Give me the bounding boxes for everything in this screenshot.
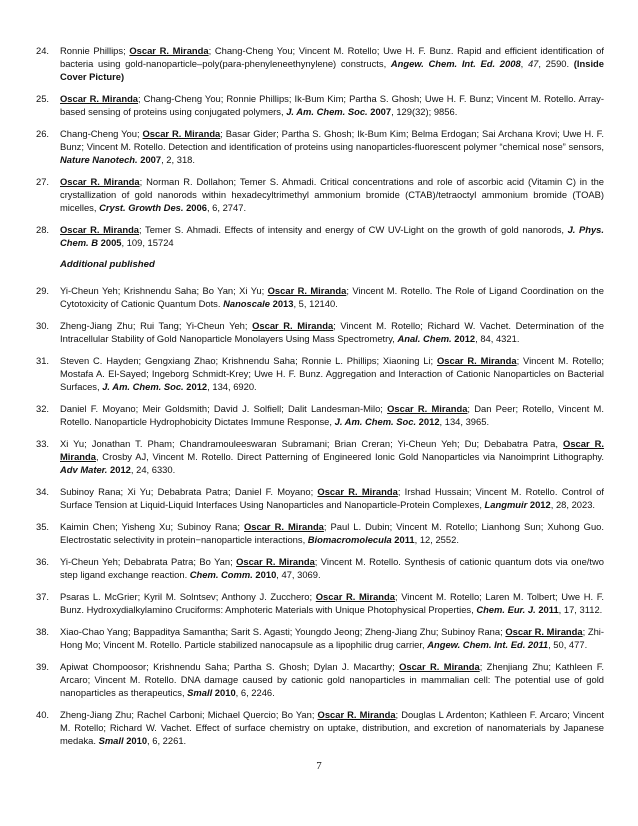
reference-item xyxy=(36,520,604,546)
reference-text: Kaimin Chen; Yisheng Xu; Subinoy Rana; xyxy=(60,521,244,532)
reference-text: ; Zhi-Hong Mo; Vincent M. Rotello. Particle stabilized nanocapsule as a lipophilic drug carrier, xyxy=(60,626,604,650)
reference-text: ; Chang-Cheng You; Ronnie Phillips; Ik-Bum Kim; Partha S. Ghosh; Uwe H. F. Bunz; Vincent M. Rotello. Array-based sensing of proteins using conjugated polymers, xyxy=(60,93,604,117)
reference-text: Chang-Cheng You; xyxy=(60,128,143,139)
reference-item xyxy=(36,660,604,699)
reference-text: , 50, 477. xyxy=(548,639,588,650)
reference-number: 31. xyxy=(36,355,50,366)
reference-number: 38. xyxy=(36,626,50,637)
author-highlight: Oscar R. Miranda xyxy=(315,591,395,602)
reference-item xyxy=(36,402,604,428)
reference-item xyxy=(36,175,604,214)
reference-text: ; Vincent M. Rotello; Laren M. Tolbert; Uwe H. F. Bunz. Hydroxydialkylamino Cruciforms: Amphoteric Materials with Unique Photophysical Properties, xyxy=(60,591,605,615)
author-highlight: Oscar R. Miranda xyxy=(60,176,140,187)
reference-text: Xiao-Chao Yang; Bappaditya Samantha; Sarit S. Agasti; Youngdo Jeong; Zheng-Jiang Zhu; Subinoy Rana; xyxy=(60,626,506,637)
bold-text: 2012 xyxy=(110,464,131,475)
subheading-additional-published: Additional published xyxy=(60,259,155,270)
reference-number: 39. xyxy=(36,661,50,672)
reference-text: ; Dan Peer; Rotello, Vincent M. Rotello. Nanoparticle Hydrophobicity Dictates Immune Response, xyxy=(60,403,604,427)
reference-text: ; Vincent M. Rotello; Mostafa A. El-Sayed; Ingeborg Schmidt-Krey; Uwe H. F. Bunz. Aggregation and Interaction of Cationic Nanoparticles on Bacterial Surfaces, xyxy=(60,355,604,392)
author-highlight: Oscar R. Miranda xyxy=(317,486,398,497)
reference-text: ; Norman R. Dollahon; Temer S. Ahmadi. Critical concentrations and role of ascorbic acid (Vitamin C) in the crystallization of gold nanorods within hexadecyltrimethyl ammonium bromide (CTAB)/tetraoctyl ammonium bromide (TOAB) micelles, xyxy=(60,176,604,213)
reference-text: , 6, 2246. xyxy=(235,687,275,698)
publications-group-main xyxy=(36,44,604,249)
author-highlight: Oscar R. Miranda xyxy=(267,285,347,296)
author-highlight: Oscar R. Miranda xyxy=(387,403,468,414)
journal-name: J. Phys. Chem. B xyxy=(60,224,604,248)
bold-text: 2011 xyxy=(394,534,415,545)
author-highlight: Oscar R. Miranda xyxy=(60,438,605,462)
journal-name: Anal. Chem. xyxy=(397,333,452,344)
reference-text: ; Chang-Cheng You; Vincent M. Rotello; Uwe H. F. Bunz. Rapid and efficient identification of bacteria using gold-nanoparticle–poly(para-phenyleneethynylene) constructs, xyxy=(60,45,604,69)
bold-text: 2012 xyxy=(529,499,551,510)
reference-text: ; Vincent M. Rotello; Richard W. Vachet. Determination of the Intracellular Stability of Gold Nanoparticle Monolayers Using Mass Spectrometry, xyxy=(60,320,604,344)
reference-number: 32. xyxy=(36,403,50,414)
reference-text: , Crosby AJ, Vincent M. Rotello. Direct Patterning of Engineered Ionic Gold Nanoparticles via Nanoimprint Lithography. xyxy=(95,451,604,462)
reference-item xyxy=(36,284,604,310)
reference-number: 30. xyxy=(36,320,50,331)
reference-text: , 134, 3965. xyxy=(439,416,490,427)
author-highlight: Oscar R. Miranda xyxy=(317,709,396,720)
reference-text: Subinoy Rana; Xi Yu; Debabrata Patra; Daniel F. Moyano; xyxy=(60,486,318,497)
journal-name: Langmuir xyxy=(484,499,528,510)
page-number: 7 xyxy=(316,760,322,772)
reference-text: Zheng-Jiang Zhu; Rachel Carboni; Michael Quercio; Bo Yan; xyxy=(60,709,318,720)
reference-text: , 47, 3069. xyxy=(276,569,321,580)
bold-text: 2007 xyxy=(140,154,162,165)
reference-text: Zheng-Jiang Zhu; Rui Tang; Yi-Cheun Yeh; xyxy=(60,320,253,331)
reference-text: , 2590. xyxy=(538,58,574,69)
journal-name: Small xyxy=(98,735,124,746)
bold-text: 2012 xyxy=(418,416,440,427)
journal-name: Biomacromolecula xyxy=(307,534,392,545)
bold-text: 2013 xyxy=(272,298,294,309)
reference-text: , xyxy=(520,58,528,69)
reference-text: Psaras L. McGrier; Kyril M. Solntsev; Anthony J. Zucchero; xyxy=(60,591,316,602)
reference-item xyxy=(36,555,604,581)
journal-name: Chem. Comm. xyxy=(189,569,253,580)
bold-text: 2010 xyxy=(214,687,236,698)
publications-group-additional xyxy=(36,284,604,747)
reference-text: ; Irshad Hussain; Vincent M. Rotello. Control of Surface Tension at Liquid-Liquid Interfaces Using Nanoparticles and Nanoparticle-Protein Complexes, xyxy=(60,486,604,510)
reference-number: 34. xyxy=(36,486,50,497)
bold-text: 2011 xyxy=(538,604,559,615)
journal-name: 2008 xyxy=(499,58,521,69)
bold-text: 2006 xyxy=(186,202,207,213)
reference-list xyxy=(36,44,604,756)
reference-number: 33. xyxy=(36,438,50,449)
author-highlight: Oscar R. Miranda xyxy=(244,521,324,532)
reference-text: , 28, 2023. xyxy=(550,499,596,510)
journal-name: Nanoscale xyxy=(223,298,270,309)
reference-item xyxy=(36,485,604,511)
reference-number: 35. xyxy=(36,521,50,532)
reference-text: , 134, 6920. xyxy=(207,381,257,392)
reference-number: 36. xyxy=(36,556,50,567)
reference-text: , 24, 6330. xyxy=(130,464,176,475)
reference-text: Daniel F. Moyano; Meir Goldsmith; David J. Solfiell; Dalit Landesman-Milo; xyxy=(60,403,388,414)
reference-item xyxy=(36,127,604,166)
reference-text: , 129(32); 9856. xyxy=(391,106,458,117)
reference-number: 24. xyxy=(36,45,50,56)
reference-item xyxy=(36,354,604,393)
reference-text: Yi-Cheun Yeh; Krishnendu Saha; Bo Yan; Xi Yu; xyxy=(60,285,268,296)
reference-item xyxy=(36,319,604,345)
reference-text: , 5, 12140. xyxy=(293,298,338,309)
reference-text: Steven C. Hayden; Gengxiang Zhao; Krishnendu Saha; Ronnie L. Phillips; Xiaoning Li; xyxy=(60,355,437,366)
reference-text: , 6, 2261. xyxy=(147,735,187,746)
bold-text: 2010 xyxy=(255,569,277,580)
reference-item xyxy=(36,223,604,249)
reference-number: 28. xyxy=(36,224,50,235)
reference-item xyxy=(36,92,604,118)
reference-text: Apiwat Chompoosor; Krishnendu Saha; Partha S. Ghosh; Dylan J. Macarthy; xyxy=(60,661,400,672)
bold-text: 2010 xyxy=(126,735,148,746)
author-highlight: Oscar R. Miranda xyxy=(60,93,139,104)
journal-name: Nature Nanotech. xyxy=(60,154,138,165)
reference-item xyxy=(36,708,604,747)
reference-text: , 2, 318. xyxy=(161,154,195,165)
reference-item xyxy=(36,437,604,476)
reference-text: , 6, 2747. xyxy=(206,202,247,213)
journal-name: Adv Mater. xyxy=(60,464,108,475)
author-highlight: Oscar R. Miranda xyxy=(505,626,583,637)
author-highlight: Oscar R. Miranda xyxy=(436,355,517,366)
author-highlight: Oscar R. Miranda xyxy=(236,556,315,567)
bold-text: 2012 xyxy=(186,381,208,392)
author-highlight: Oscar R. Miranda xyxy=(60,224,140,235)
bold-text: 2005 xyxy=(100,237,122,248)
volume-text: 47 xyxy=(527,58,539,69)
reference-text: ; Douglas L Ardenton; Kathleen F. Arcaro; Vincent M. Rotello; Richard W. Vachet. Effect of surface chemistry on uptake, distribution, and excretion of nanomaterials by Japanese medaka. xyxy=(60,709,605,746)
bold-text: 2012 xyxy=(454,333,476,344)
reference-number: 37. xyxy=(36,591,50,602)
reference-text: ; Zhenjiang Zhu; Kathleen F. Arcaro; Vincent M. Rotello. DNA damage caused by cationic gold nanoparticles in mammalian cell: The potential use of gold nanoparticles as therapeutics, xyxy=(60,661,604,698)
reference-text: Ronnie Phillips; xyxy=(60,45,130,56)
reference-text: ; Vincent M. Rotello. The Role of Ligand Coordination on the Cytotoxicity of Cationic Quantum Dots. xyxy=(60,285,604,309)
journal-name: Angew. Chem. Int. Ed. 2011 xyxy=(427,639,549,650)
reference-text: ; Basar Gider; Partha S. Ghosh; Ik-Bum Kim; Belma Erdogan; Sai Archana Krovi; Uwe H. F. Bunz; Vincent M. Rotello. Detection and identification of proteins using nanoparticles-fluorescent polymer “chemical nose” sensors, xyxy=(60,128,604,152)
reference-number: 25. xyxy=(36,93,50,104)
author-highlight: Oscar R. Miranda xyxy=(142,128,221,139)
author-highlight: Oscar R. Miranda xyxy=(252,320,334,331)
journal-name: Chem. Eur. J. xyxy=(476,604,536,615)
reference-number: 26. xyxy=(36,128,50,139)
author-highlight: Oscar R. Miranda xyxy=(129,45,209,56)
bold-text: 2007 xyxy=(370,106,392,117)
reference-text: ; Paul L. Dubin; Vincent M. Rotello; Lianhong Sun; Xuhong Guo. Electrostatic selectivity in protein−nanoparticle interactions, xyxy=(60,521,604,545)
reference-item xyxy=(36,44,604,83)
reference-item xyxy=(36,590,604,616)
bold-text: (Inside Cover Picture) xyxy=(60,58,604,82)
reference-text: , 17, 3112. xyxy=(558,604,603,615)
reference-text: Xi Yu; Jonathan T. Pham; Chandramouleeswaran Subramani; Brian Creran; Yi-Cheun Yeh; Du; Debabatra Patra, xyxy=(60,438,564,449)
reference-item xyxy=(36,625,604,651)
reference-number: 27. xyxy=(36,176,50,187)
reference-text: , 12, 2552. xyxy=(414,534,459,545)
reference-number: 40. xyxy=(36,709,50,720)
author-highlight: Oscar R. Miranda xyxy=(399,661,480,672)
reference-text: Yi-Cheun Yeh; Debabrata Patra; Bo Yan; xyxy=(60,556,237,567)
journal-name: J. Am. Chem. Soc. xyxy=(102,381,184,392)
journal-name: J. Am. Chem. Soc. xyxy=(286,106,368,117)
reference-text: , 109, 15724 xyxy=(121,237,174,248)
journal-name: Cryst. Growth Des. xyxy=(99,202,184,213)
reference-text: ; Temer S. Ahmadi. Effects of intensity and energy of CW UV-Light on the growth of gold nanorods, xyxy=(139,224,568,235)
reference-text: , 84, 4321. xyxy=(475,333,520,344)
reference-text: ; Vincent M. Rotello. Synthesis of cationic quantum dots via one/two step ligand exchange reaction. xyxy=(60,556,604,580)
journal-name: J. Am. Chem. Soc. xyxy=(334,416,417,427)
reference-number: 29. xyxy=(36,285,50,296)
journal-name: Angew. Chem. Int. Ed. xyxy=(390,58,496,69)
journal-name: Small xyxy=(187,687,213,698)
